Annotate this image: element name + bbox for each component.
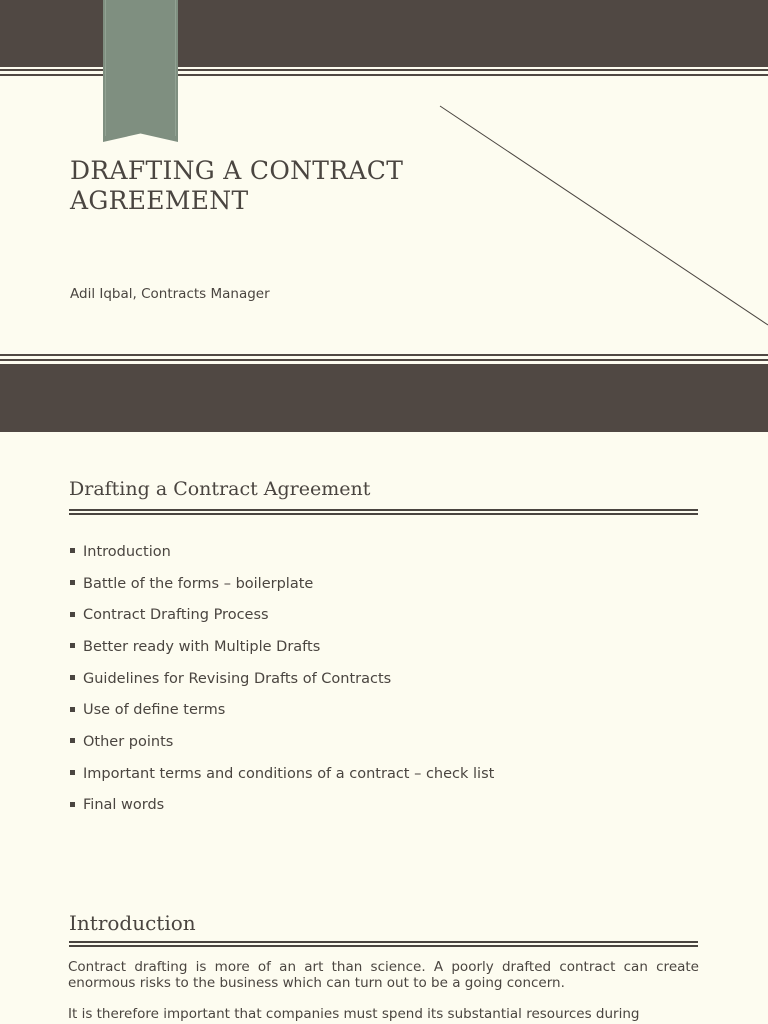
bottom-rule-1 [0,354,768,356]
title-slide [0,0,768,432]
square-bullet-icon [70,707,75,712]
square-bullet-icon [70,580,75,585]
square-bullet-icon [70,612,75,617]
list-item: Guidelines for Revising Drafts of Contracts [70,663,494,695]
agenda-title: Drafting a Contract Agreement [69,478,371,500]
square-bullet-icon [70,770,75,775]
bottom-band [0,364,768,432]
square-bullet-icon [70,802,75,807]
list-item: Contract Drafting Process [70,599,494,631]
list-item: Important terms and conditions of a contract – check list [70,758,494,790]
list-item: Final words [70,790,494,822]
bottom-rule-2 [0,359,768,361]
square-bullet-icon [70,548,75,553]
slide-subtitle: Adil Iqbal, Contracts Manager [70,286,270,302]
slide-title: DRAFTING A CONTRACT AGREEMENT [70,156,404,215]
intro-paragraph-2: It is therefore important that companies must spend its substantial resources during [68,1006,640,1022]
introduction-title: Introduction [69,911,196,935]
square-bullet-icon [70,643,75,648]
list-item: Introduction [70,536,494,568]
agenda-title-rule [69,509,698,515]
list-item: Better ready with Multiple Drafts [70,631,494,663]
list-item: Battle of the forms – boilerplate [70,568,494,600]
introduction-title-rule [69,941,698,947]
agenda-list [70,536,494,821]
square-bullet-icon [70,738,75,743]
list-item: Use of define terms [70,694,494,726]
list-item: Other points [70,726,494,758]
intro-paragraph-1: Contract drafting is more of an art than science. A poorly drafted contract can create enormous risks to the business which can turn out to be a going concern. [68,959,699,991]
square-bullet-icon [70,675,75,680]
